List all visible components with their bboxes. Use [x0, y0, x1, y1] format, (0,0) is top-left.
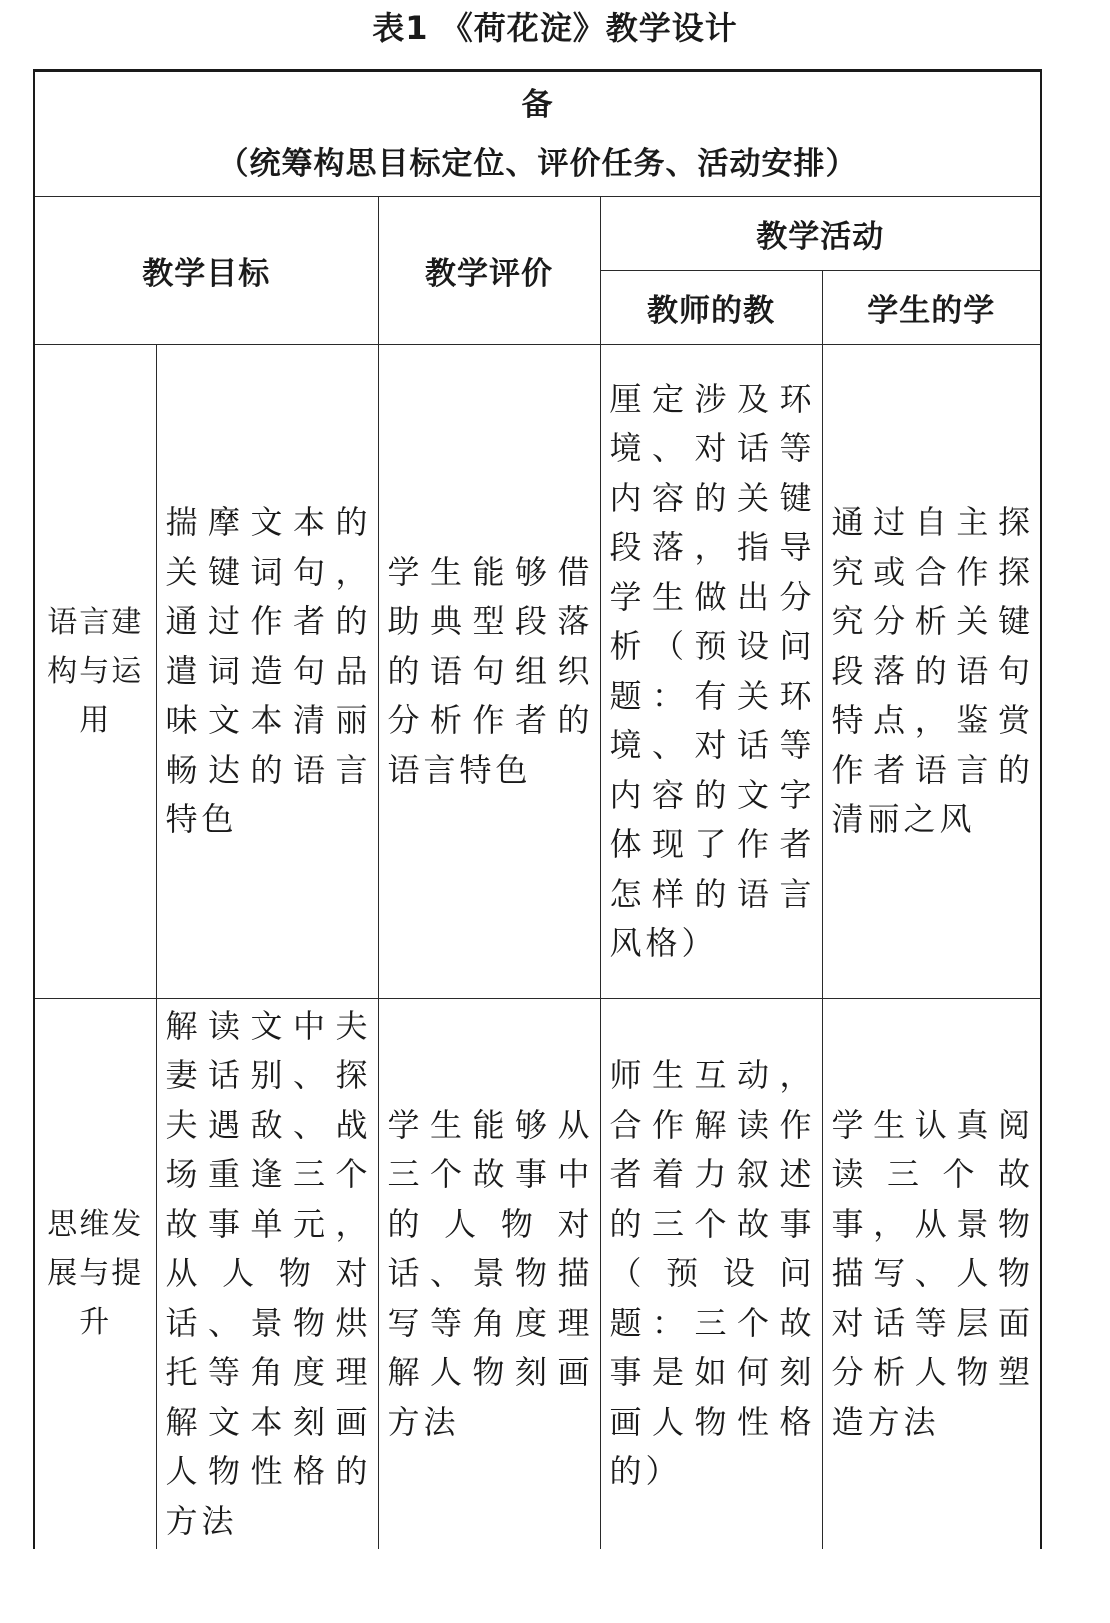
teaching-design-table	[33, 69, 1042, 1549]
header-evaluation: 教学评价	[378, 197, 600, 345]
table-row	[34, 999, 1041, 1549]
header-activity: 教学活动	[600, 197, 1041, 271]
prep-title: 备	[521, 87, 554, 123]
student-cell: 通过自主探究或合作探究分析关键段落的语句特点，鉴赏作者语言的清丽之风	[822, 345, 1041, 999]
header-goal: 教学目标	[34, 197, 378, 345]
evaluation-cell: 学生能够从三个故事中的人物对话、景物描写等角度理解人物刻画方法	[378, 999, 600, 1549]
dimension-cell: 语言建构与运用	[34, 345, 156, 999]
goal-cell: 解读文中夫妻话别、探夫遇敌、战场重逢三个故事单元，从人物对话、景物烘托等角度理解文本刻画人物性格的方法	[156, 999, 378, 1549]
student-cell: 学生认真阅读三个故事，从景物描写、人物对话等层面分析人物塑造方法	[822, 999, 1041, 1549]
prep-subtitle: （统筹构思目标定位、评价任务、活动安排）	[217, 146, 858, 182]
header-teacher: 教师的教	[600, 271, 822, 345]
table-row	[34, 345, 1041, 999]
evaluation-cell: 学生能够借助典型段落的语句组织分析作者的语言特色	[378, 345, 600, 999]
goal-cell: 揣摩文本的关键词句，通过作者的遣词造句品味文本清丽畅达的语言特色	[156, 345, 378, 999]
prep-header-cell	[34, 71, 1041, 197]
teacher-cell: 厘定涉及环境、对话等内容的关键段落，指导学生做出分析（预设问题：有关环境、对话等内容的文字体现了作者怎样的语言风格）	[600, 345, 822, 999]
prep-row	[34, 71, 1041, 197]
header-student: 学生的学	[822, 271, 1041, 345]
dimension-cell: 思维发展与提升	[34, 999, 156, 1549]
teacher-cell: 师生互动，合作解读作者着力叙述的三个故事（预设问题：三个故事是如何刻画人物性格的）	[600, 999, 822, 1549]
header-row-1	[34, 197, 1041, 271]
table-caption: 表1 《荷花淀》教学设计	[372, 9, 738, 47]
